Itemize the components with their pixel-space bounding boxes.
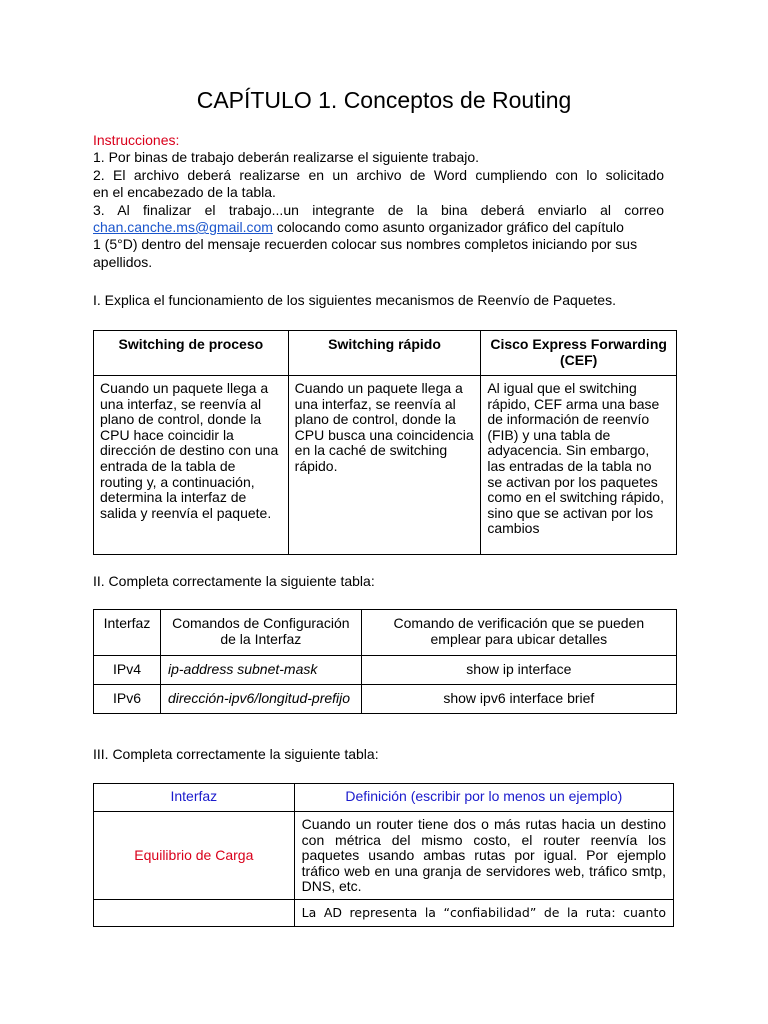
cell-config: ip-address subnet-mask [160, 656, 361, 685]
cell-term: Equilibrio de Carga [94, 812, 295, 900]
cell-process-switching: Cuando un paquete llega a una interfaz, se reenvía al plano de control, donde la CPU hace coincidir la dirección de destino con una entrada de la tabla de routing y, a continuación, determina la interfaz de salida y reenvía el paquete. [94, 376, 289, 555]
cell-verify: show ip interface [361, 656, 676, 685]
header-definition: Definición (escribir por lo menos un ejemplo) [294, 784, 673, 812]
cell-interface: IPv6 [94, 685, 161, 714]
table-row [94, 656, 677, 685]
header-interface: Interfaz [94, 784, 295, 812]
instruction-item-3-line-2-rest: colocando como asunto organizador gráfico del capítulo [272, 219, 624, 236]
cell-fast-switching: Cuando un paquete llega a una interfaz, se reenvía al plano de control, donde la CPU busca una coincidencia en la caché de switching rápido. [288, 376, 481, 555]
cell-term [94, 899, 295, 926]
table-row [94, 376, 677, 555]
table-row [94, 899, 674, 926]
table-row [94, 685, 677, 714]
cell-definition: Cuando un router tiene dos o más rutas hacia un destino con métrica del mismo costo, el router reenvía los paquetes usando ambas rutas por igual. Por ejemplo tráfico web en una granja de servidores web, tráfico smtp, DNS, etc. [294, 812, 673, 900]
section-3-label: III. Completa correctamente la siguiente tabla: [93, 746, 379, 762]
instruction-item-2-line-1: 2. El archivo deberá realizarse en un archivo de Word cumpliendo con lo solicitado [93, 166, 664, 183]
cell-definition: La AD representa la “confiabilidad” de la ruta: cuanto [294, 899, 673, 926]
instruction-item-3-line-3: 1 (5°D) dentro del mensaje recuerden colocar sus nombres completos iniciando por sus apellidos. [93, 236, 638, 270]
cell-interface: IPv4 [94, 656, 161, 685]
table-header-row [94, 610, 677, 656]
header-verify-commands: Comando de verificación que se pueden emplear para ubicar detalles [361, 610, 676, 656]
instruction-item-3-line-2 [93, 219, 664, 236]
instructions-block [93, 132, 664, 271]
header-config-commands: Comandos de Configuración de la Interfaz [160, 610, 361, 656]
instruction-item-3-line-1: 3. Al finalizar el trabajo...un integrante de la bina deberá enviarlo al correo [93, 201, 664, 218]
table-header-row [94, 331, 677, 376]
email-link[interactable]: chan.canche.ms@gmail.com [93, 219, 273, 236]
interface-commands-table [93, 609, 677, 714]
section-2-label: II. Completa correctamente la siguiente tabla: [93, 573, 375, 589]
forwarding-mechanisms-table [93, 330, 677, 555]
table-header-row [94, 784, 674, 812]
table-row [94, 812, 674, 900]
definitions-table [93, 783, 674, 927]
cell-config: dirección-ipv6/longitud-prefijo [160, 685, 361, 714]
cell-cef: Al igual que el switching rápido, CEF arma una base de información de reenvío (FIB) y una tabla de adyacencia. Sin embargo, las entradas de la tabla no se activan por los paquetes como en el switching rápido, sino que se activan por los cambios [481, 376, 677, 555]
header-interface: Interfaz [94, 610, 161, 656]
page-title: CAPÍTULO 1. Conceptos de Routing [196, 87, 572, 113]
header-cef: Cisco Express Forwarding (CEF) [481, 331, 677, 376]
instruction-item-2-line-2: en el encabezado de la tabla. [93, 184, 276, 201]
cell-verify: show ipv6 interface brief [361, 685, 676, 714]
section-1-label: I. Explica el funcionamiento de los siguientes mecanismos de Reenvío de Paquetes. [93, 292, 616, 308]
instruction-item-1: 1. Por binas de trabajo deberán realizarse el siguiente trabajo. [93, 149, 480, 166]
header-process-switching: Switching de proceso [94, 331, 289, 376]
header-fast-switching: Switching rápido [288, 331, 481, 376]
instructions-heading: Instrucciones: [93, 132, 180, 148]
